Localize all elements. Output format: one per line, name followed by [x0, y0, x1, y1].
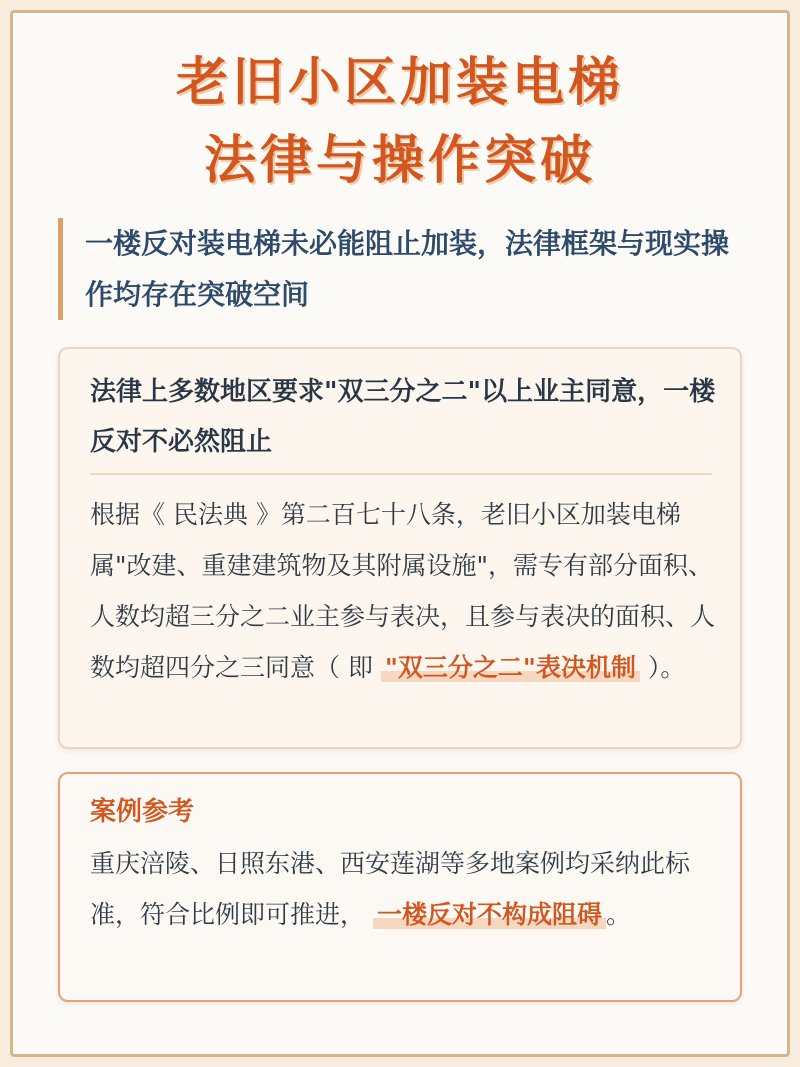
- legal-requirement-card: [58, 347, 742, 749]
- card-heading: 法律上多数地区要求"双三分之二"以上业主同意，一楼反对不必然阻止: [90, 377, 716, 457]
- title-line-1: 老旧小区加装电梯: [175, 53, 624, 113]
- card-body: [90, 489, 720, 693]
- body-text: 重庆涪陵、日照东港、西安莲湖等多地案例均采纳此标准，符合比例即可推进，: [90, 849, 691, 929]
- case-reference-card: [58, 772, 742, 1002]
- highlight-text: 一楼反对不构成阻碍: [373, 900, 606, 929]
- body-text: 根据《 民法典 》第二百七十八条，老旧小区加装电梯属"改建、重建建筑物及其附属设施"，需专有部分面积、人数均超三分之二业主参与表决，且参与表决的面积、人数均超四分之三同意（ 即: [90, 500, 716, 682]
- card-heading: 案例参考: [90, 797, 195, 827]
- title-line-2: 法律与操作突破: [203, 131, 596, 191]
- intro-callout: [58, 218, 748, 320]
- body-text-end: 。: [605, 900, 631, 929]
- card-body: [90, 838, 720, 940]
- highlight-text: "双三分之二"表决机制: [381, 653, 640, 682]
- divider: [90, 473, 712, 475]
- body-text-end: ）。: [639, 653, 686, 682]
- intro-text: 一楼反对装电梯未必能阻止加装，法律框架与现实操作均存在突破空间: [85, 227, 730, 311]
